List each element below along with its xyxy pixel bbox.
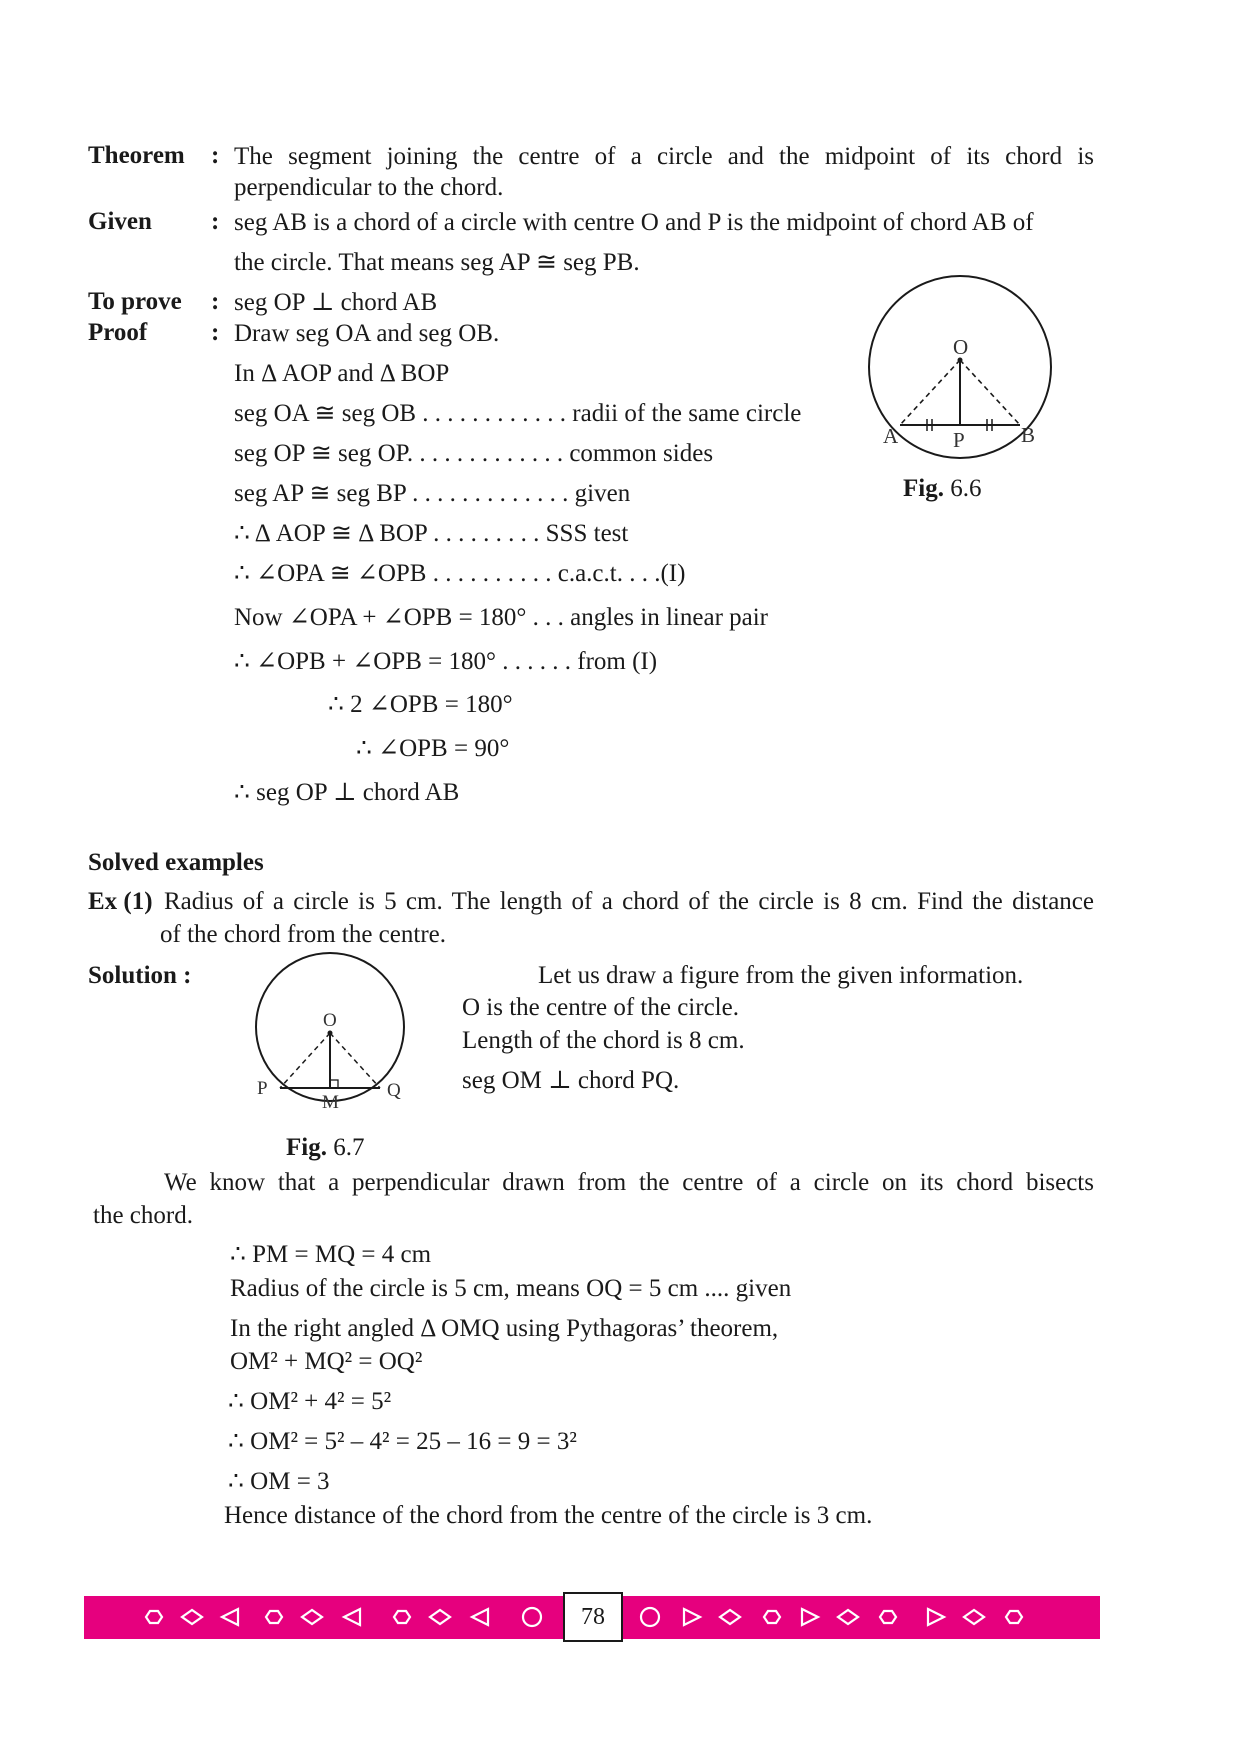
hexagon-icon <box>764 1611 780 1623</box>
label-q: Q <box>387 1080 401 1101</box>
solution-step: ∴ OM² = 5² – 4² = 25 – 16 = 9 = 3² <box>228 1428 577 1455</box>
diamond-icon <box>430 1610 450 1624</box>
proof-line: In Δ AOP and Δ BOP <box>234 360 450 387</box>
solution-step: ∴ OM = 3 <box>228 1468 330 1495</box>
solution-step: ∴ OM² + 4² = 5² <box>228 1388 392 1415</box>
caption-number: 6.6 <box>950 475 982 502</box>
diamond-icon <box>838 1610 858 1624</box>
solution-step: Hence distance of the chord from the centre of the circle is 3 cm. <box>224 1502 873 1529</box>
diamond-icon <box>182 1610 202 1624</box>
label-o: O <box>323 1010 337 1031</box>
theorem-text-line-1: The segment joining the centre of a circle and the midpoint of its chord is <box>234 143 1094 170</box>
to-prove-text: seg OP ⊥ chord AB <box>234 289 438 316</box>
figure-caption <box>903 474 981 504</box>
example-text-line-1: Radius of a circle is 5 cm. The length of a chord of the circle is 8 cm. Find the distance <box>164 888 1094 915</box>
solution-step: OM² + MQ² = OQ² <box>230 1348 423 1375</box>
proof-line: ∴ 2 ∠OPB = 180° <box>328 691 513 718</box>
centre-point <box>328 1031 333 1036</box>
diamond-icon <box>720 1610 740 1624</box>
diamond-icon <box>964 1610 984 1624</box>
proof-line: ∴ ∠OPB = 90° <box>356 735 510 762</box>
given-label: Given <box>88 208 152 235</box>
proof-line: ∴ Δ AOP ≅ Δ BOP . . . . . . . . . SSS test <box>234 520 629 547</box>
hexagon-icon <box>1006 1611 1022 1623</box>
triangle-left-icon <box>344 1609 360 1625</box>
triangle-left-icon <box>222 1609 238 1625</box>
colon: : <box>211 288 220 315</box>
proof-label: Proof <box>88 319 148 346</box>
right-angle-mark <box>330 1080 338 1088</box>
proof-line: ∴ ∠OPA ≅ ∠OPB . . . . . . . . . . c.a.c.t. . . .(I) <box>234 560 686 587</box>
info-line: O is the centre of the circle. <box>462 994 739 1021</box>
figure-6-6 <box>860 265 1060 465</box>
given-text-line-1: seg AB is a chord of a circle with centre O and P is the midpoint of chord AB of <box>234 209 1034 236</box>
diamond-icon <box>302 1610 322 1624</box>
segment-oa <box>900 360 960 425</box>
hexagon-icon <box>880 1611 896 1623</box>
solution-step: ∴ PM = MQ = 4 cm <box>230 1241 432 1268</box>
caption-fig: Fig. <box>903 475 944 502</box>
label-p: P <box>953 428 965 452</box>
triangle-right-icon <box>684 1609 700 1625</box>
colon: : <box>211 319 220 346</box>
hexagon-icon <box>146 1611 162 1623</box>
solution-label: Solution : <box>88 962 192 989</box>
figure-caption <box>286 1133 364 1163</box>
info-line: Length of the chord is 8 cm. <box>462 1027 745 1054</box>
info-line: seg OM ⊥ chord PQ. <box>462 1067 680 1094</box>
segment-ob <box>960 360 1020 425</box>
page-number: 78 <box>563 1592 623 1642</box>
circle-icon <box>641 1608 659 1626</box>
to-prove-label: To prove <box>88 288 182 315</box>
segment-op <box>280 1033 330 1088</box>
label-p: P <box>257 1078 268 1099</box>
figure-6-7 <box>245 950 415 1120</box>
hexagon-icon <box>394 1611 410 1623</box>
proof-line: ∴ ∠OPB + ∠OPB = 180° . . . . . . from (I) <box>234 648 658 675</box>
triangle-left-icon <box>472 1609 488 1625</box>
label-a: A <box>883 424 899 448</box>
example-label: Ex (1) <box>88 888 153 915</box>
caption-fig: Fig. <box>286 1134 327 1161</box>
label-b: B <box>1021 423 1036 447</box>
label-m: M <box>322 1092 339 1113</box>
colon: : <box>211 208 220 235</box>
triangle-right-icon <box>928 1609 944 1625</box>
paragraph-line-1: We know that a perpendicular drawn from the centre of a circle on its chord bisects <box>164 1169 1094 1196</box>
proof-line: Now ∠OPA + ∠OPB = 180° . . . angles in linear pair <box>234 604 769 631</box>
given-text-line-2: the circle. That means seg AP ≅ seg PB. <box>234 249 640 276</box>
example-text-line-2: of the chord from the centre. <box>160 921 446 948</box>
theorem-text-line-2: perpendicular to the chord. <box>234 174 504 201</box>
proof-line: Draw seg OA and seg OB. <box>234 320 500 347</box>
solution-step: In the right angled Δ OMQ using Pythagoras’ theorem, <box>230 1315 779 1342</box>
triangle-right-icon <box>802 1609 818 1625</box>
proof-line: seg OA ≅ seg OB . . . . . . . . . . . . radii of the same circle <box>234 400 802 427</box>
solved-examples-heading: Solved examples <box>88 849 264 876</box>
caption-number: 6.7 <box>333 1134 365 1161</box>
proof-line: ∴ seg OP ⊥ chord AB <box>234 779 460 806</box>
colon: : <box>211 142 220 169</box>
proof-line: seg AP ≅ seg BP . . . . . . . . . . . . . given <box>234 480 631 507</box>
circle-icon <box>523 1608 541 1626</box>
proof-line: seg OP ≅ seg OP. . . . . . . . . . . . . common sides <box>234 440 714 467</box>
label-o: O <box>953 335 969 359</box>
info-line: Let us draw a figure from the given information. <box>538 962 1024 989</box>
theorem-label: Theorem <box>88 142 185 169</box>
solution-step: Radius of the circle is 5 cm, means OQ = 5 cm .... given <box>230 1275 792 1302</box>
paragraph-line-2: the chord. <box>93 1202 193 1229</box>
hexagon-icon <box>266 1611 282 1623</box>
